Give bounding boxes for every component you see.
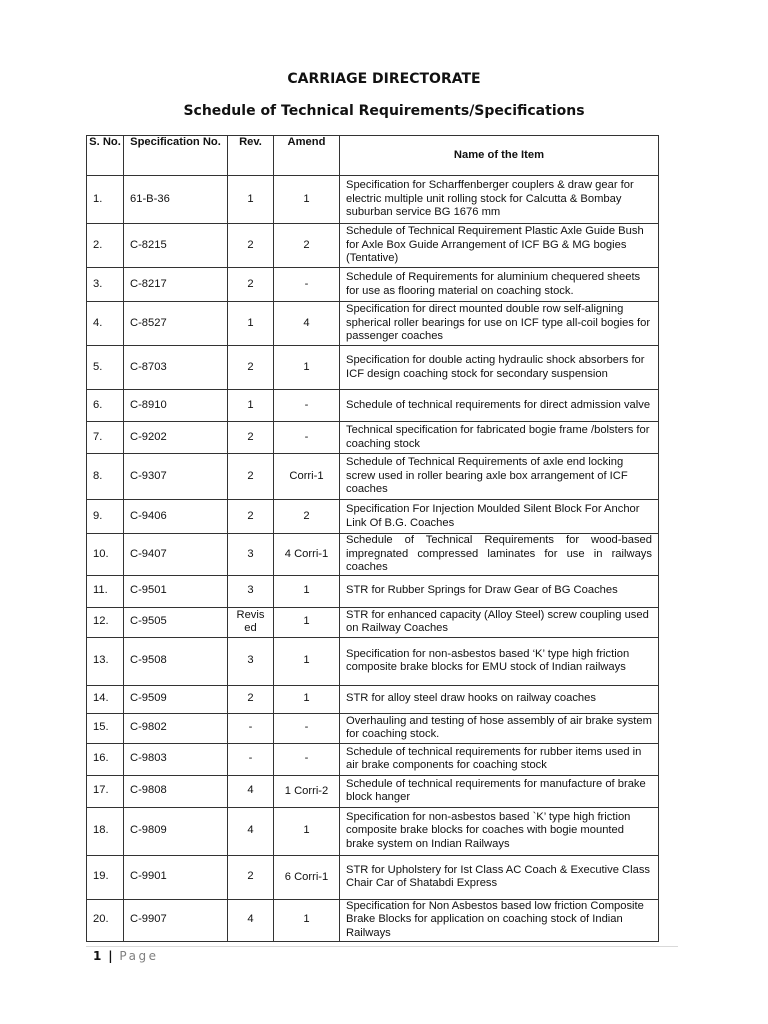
table-row bbox=[87, 268, 659, 302]
table-row bbox=[87, 743, 659, 775]
cell-amend: 2 bbox=[274, 224, 340, 268]
cell-sno: 13. bbox=[87, 637, 124, 685]
table-row bbox=[87, 224, 659, 268]
cell-item-name: STR for enhanced capacity (Alloy Steel) screw coupling used on Railway Coaches bbox=[340, 607, 659, 637]
cell-item-name: Overhauling and testing of hose assembly of air brake system for coaching stock. bbox=[340, 713, 659, 743]
cell-rev: 1 bbox=[228, 390, 274, 422]
cell-spec-no: C-9505 bbox=[124, 607, 228, 637]
cell-sno: 11. bbox=[87, 575, 124, 607]
cell-spec-no: C-9307 bbox=[124, 454, 228, 500]
cell-sno: 5. bbox=[87, 346, 124, 390]
table-row bbox=[87, 454, 659, 500]
spec-table bbox=[86, 135, 659, 942]
cell-amend: 1 bbox=[274, 346, 340, 390]
table-row bbox=[87, 637, 659, 685]
cell-spec-no: C-8217 bbox=[124, 268, 228, 302]
cell-sno: 6. bbox=[87, 390, 124, 422]
cell-sno: 7. bbox=[87, 422, 124, 454]
cell-amend: 1 bbox=[274, 685, 340, 713]
page-separator: | bbox=[108, 949, 113, 963]
cell-amend: 2 bbox=[274, 500, 340, 534]
cell-amend: 1 bbox=[274, 899, 340, 941]
cell-sno: 20. bbox=[87, 899, 124, 941]
page-footer bbox=[93, 949, 158, 963]
cell-spec-no: C-9501 bbox=[124, 575, 228, 607]
cell-spec-no: C-9901 bbox=[124, 855, 228, 899]
table-row bbox=[87, 390, 659, 422]
cell-rev: 1 bbox=[228, 302, 274, 346]
table-row bbox=[87, 775, 659, 807]
cell-spec-no: C-9509 bbox=[124, 685, 228, 713]
cell-sno: 2. bbox=[87, 224, 124, 268]
cell-rev: 2 bbox=[228, 685, 274, 713]
cell-spec-no: C-9808 bbox=[124, 775, 228, 807]
document-subtitle: Schedule of Technical Requirements/Specifications bbox=[183, 103, 585, 119]
cell-amend: - bbox=[274, 422, 340, 454]
header-rev: Rev. bbox=[228, 136, 274, 176]
cell-item-name: Schedule of Requirements for aluminium chequered sheets for use as flooring material on coaching stock. bbox=[340, 268, 659, 302]
table-row bbox=[87, 807, 659, 855]
cell-item-name: Technical specification for fabricated bogie frame /bolsters for coaching stock bbox=[340, 422, 659, 454]
cell-item-name: Specification For Injection Moulded Silent Block For Anchor Link Of B.G. Coaches bbox=[340, 500, 659, 534]
cell-sno: 4. bbox=[87, 302, 124, 346]
cell-spec-no: C-9407 bbox=[124, 534, 228, 576]
cell-spec-no: C-8703 bbox=[124, 346, 228, 390]
cell-sno: 1. bbox=[87, 176, 124, 224]
cell-item-name: Schedule of Technical Requirement Plastic Axle Guide Bush for Axle Box Guide Arrangement of ICF BG & MG bogies (Tentative) bbox=[340, 224, 659, 268]
cell-spec-no: C-9406 bbox=[124, 500, 228, 534]
footer-divider bbox=[86, 946, 678, 947]
table-row bbox=[87, 500, 659, 534]
cell-amend: 6 Corri-1 bbox=[274, 855, 340, 899]
cell-amend: - bbox=[274, 390, 340, 422]
table-header-row bbox=[87, 136, 659, 176]
cell-item-name: Specification for Scharffenberger couplers & draw gear for electric multiple unit rolling stock for Calcutta & Bombay suburban service BG 1676 mm bbox=[340, 176, 659, 224]
cell-spec-no: C-9202 bbox=[124, 422, 228, 454]
cell-rev: Revis ed bbox=[228, 607, 274, 637]
cell-item-name: Specification for non-asbestos based `K’ type high friction composite brake blocks for coaches with bogie mounted brake system on Indian Railways bbox=[340, 807, 659, 855]
cell-item-name: Specification for direct mounted double row self-aligning spherical roller bearings for use on ICF type all-coil bogies for passenger coaches bbox=[340, 302, 659, 346]
cell-sno: 16. bbox=[87, 743, 124, 775]
cell-amend: 1 bbox=[274, 637, 340, 685]
cell-rev: 2 bbox=[228, 500, 274, 534]
cell-spec-no: C-8215 bbox=[124, 224, 228, 268]
cell-sno: 15. bbox=[87, 713, 124, 743]
cell-item-name: STR for alloy steel draw hooks on railway coaches bbox=[340, 685, 659, 713]
cell-amend: 4 Corri-1 bbox=[274, 534, 340, 576]
cell-rev: 4 bbox=[228, 899, 274, 941]
cell-amend: - bbox=[274, 268, 340, 302]
cell-item-name: STR for Upholstery for Ist Class AC Coach & Executive Class Chair Car of Shatabdi Express bbox=[340, 855, 659, 899]
cell-amend: 1 bbox=[274, 176, 340, 224]
table-row bbox=[87, 534, 659, 576]
cell-rev: 2 bbox=[228, 454, 274, 500]
cell-item-name: Schedule of Technical Requirements for wood-based impregnated compressed laminates for use in railways coaches bbox=[340, 534, 659, 576]
table-row bbox=[87, 713, 659, 743]
table-body bbox=[87, 176, 659, 942]
cell-rev: 2 bbox=[228, 268, 274, 302]
cell-item-name: Specification for double acting hydraulic shock absorbers for ICF design coaching stock for secondary suspension bbox=[340, 346, 659, 390]
header-spec-no: Specification No. bbox=[124, 136, 228, 176]
cell-item-name: STR for Rubber Springs for Draw Gear of BG Coaches bbox=[340, 575, 659, 607]
cell-rev: - bbox=[228, 713, 274, 743]
cell-spec-no: C-9803 bbox=[124, 743, 228, 775]
cell-rev: 3 bbox=[228, 534, 274, 576]
table-row bbox=[87, 575, 659, 607]
cell-rev: 4 bbox=[228, 807, 274, 855]
cell-item-name: Schedule of technical requirements for rubber items used in air brake components for coaching stock bbox=[340, 743, 659, 775]
cell-amend: 1 Corri-2 bbox=[274, 775, 340, 807]
table-row bbox=[87, 302, 659, 346]
cell-item-name: Specification for Non Asbestos based low friction Composite Brake Blocks for application on coaching stock of Indian Railways bbox=[340, 899, 659, 941]
cell-sno: 10. bbox=[87, 534, 124, 576]
table-row bbox=[87, 855, 659, 899]
cell-spec-no: C-9802 bbox=[124, 713, 228, 743]
cell-rev: 2 bbox=[228, 224, 274, 268]
cell-sno: 14. bbox=[87, 685, 124, 713]
cell-amend: - bbox=[274, 743, 340, 775]
cell-spec-no: C-8910 bbox=[124, 390, 228, 422]
cell-item-name: Schedule of technical requirements for direct admission valve bbox=[340, 390, 659, 422]
table-row bbox=[87, 607, 659, 637]
cell-sno: 9. bbox=[87, 500, 124, 534]
cell-amend: Corri-1 bbox=[274, 454, 340, 500]
cell-sno: 19. bbox=[87, 855, 124, 899]
cell-amend: 1 bbox=[274, 575, 340, 607]
cell-sno: 3. bbox=[87, 268, 124, 302]
cell-amend: - bbox=[274, 713, 340, 743]
cell-rev: 2 bbox=[228, 346, 274, 390]
cell-sno: 18. bbox=[87, 807, 124, 855]
table-row bbox=[87, 422, 659, 454]
cell-rev: 2 bbox=[228, 855, 274, 899]
page-number: 1 bbox=[93, 949, 102, 963]
cell-spec-no: C-8527 bbox=[124, 302, 228, 346]
cell-rev: 1 bbox=[228, 176, 274, 224]
table-row bbox=[87, 685, 659, 713]
page-label: Page bbox=[119, 949, 159, 963]
cell-sno: 12. bbox=[87, 607, 124, 637]
cell-rev: 2 bbox=[228, 422, 274, 454]
cell-rev: 4 bbox=[228, 775, 274, 807]
cell-spec-no: C-9508 bbox=[124, 637, 228, 685]
cell-sno: 8. bbox=[87, 454, 124, 500]
table-row bbox=[87, 346, 659, 390]
cell-amend: 1 bbox=[274, 607, 340, 637]
cell-amend: 1 bbox=[274, 807, 340, 855]
cell-sno: 17. bbox=[87, 775, 124, 807]
cell-item-name: Schedule of technical requirements for manufacture of brake block hanger bbox=[340, 775, 659, 807]
cell-item-name: Schedule of Technical Requirements of axle end locking screw used in roller bearing axle box arrangement of ICF coaches bbox=[340, 454, 659, 500]
cell-amend: 4 bbox=[274, 302, 340, 346]
document-title: CARRIAGE DIRECTORATE bbox=[287, 71, 481, 87]
cell-spec-no: C-9809 bbox=[124, 807, 228, 855]
cell-item-name: Specification for non-asbestos based ‘K’ type high friction composite brake blocks for EMU stock of Indian railways bbox=[340, 637, 659, 685]
cell-rev: 3 bbox=[228, 637, 274, 685]
table-row bbox=[87, 899, 659, 941]
header-amend: Amend bbox=[274, 136, 340, 176]
header-item-name: Name of the Item bbox=[340, 136, 659, 176]
cell-rev: - bbox=[228, 743, 274, 775]
cell-rev: 3 bbox=[228, 575, 274, 607]
table-row bbox=[87, 176, 659, 224]
cell-spec-no: 61-B-36 bbox=[124, 176, 228, 224]
header-sno: S. No. bbox=[87, 136, 124, 176]
cell-spec-no: C-9907 bbox=[124, 899, 228, 941]
